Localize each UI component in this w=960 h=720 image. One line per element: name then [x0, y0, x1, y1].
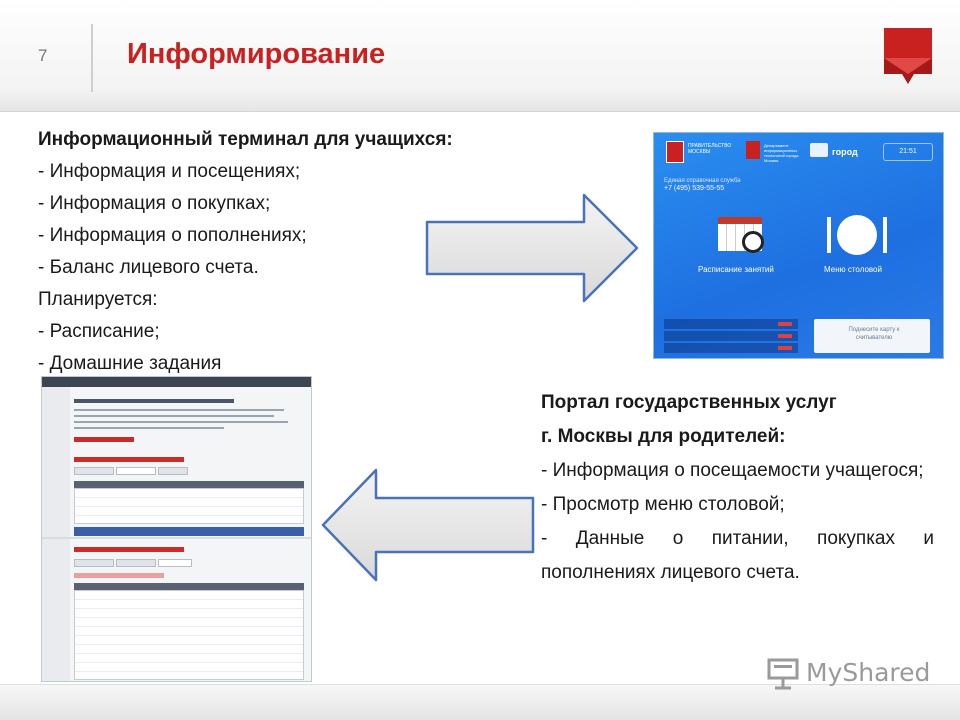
list-item: - Информация и посещениях;: [38, 161, 301, 182]
portal-table-header: [74, 583, 304, 590]
moscow-emblem-icon: [666, 141, 684, 163]
portal-page-title: [74, 399, 234, 403]
dept-logo-icon: [746, 141, 760, 159]
terminal-clock: 21:51: [883, 143, 933, 161]
list-item: - Информация о посещаемости учащегося;: [541, 460, 924, 481]
terminal-topbar: [662, 139, 935, 163]
menu-label[interactable]: Меню столовой: [824, 265, 882, 274]
watermark-text: MyShared: [806, 658, 931, 687]
portal-text-line: [74, 427, 224, 429]
portal-text-line: [74, 421, 288, 423]
portal-red-label: [74, 457, 184, 462]
card-prompt-panel: [814, 319, 930, 353]
terminal-screenshot: [653, 132, 944, 359]
planned-heading: Планируется:: [38, 289, 158, 310]
portal-date-filter[interactable]: [74, 573, 164, 578]
presentation-icon: [766, 658, 800, 690]
list-item: - Домашние задания: [38, 353, 222, 374]
card-prompt-text: Поднесите карту к считывателю: [848, 327, 900, 341]
portal-page-2: [42, 539, 312, 682]
moscow-logo-icon: [884, 28, 932, 84]
header-divider: [91, 24, 93, 92]
portal-description: [541, 386, 934, 590]
list-item: - Баланс лицевого счета.: [38, 257, 259, 278]
list-item: - Данные о питании, покупках и пополнениях лицевого счета.: [541, 528, 934, 583]
portal-tab[interactable]: [74, 467, 114, 475]
portal-tab[interactable]: [116, 559, 156, 567]
slide-header: [0, 0, 960, 112]
slide-footer: [0, 684, 960, 720]
portal-tab[interactable]: [74, 559, 114, 567]
right-arrow-icon: [424, 192, 640, 304]
phone-caption: Единая справочная служба: [664, 178, 741, 184]
terminal-phone-block: [664, 177, 741, 193]
portal-table: [74, 488, 304, 524]
portal-sidebar: [42, 387, 70, 537]
portal-text-line: [74, 409, 284, 411]
portal-action-bar[interactable]: [74, 527, 304, 536]
list-item: [664, 343, 798, 353]
portal-topbar: [42, 377, 311, 387]
portal-tab[interactable]: [158, 559, 192, 567]
portal-red-label: [74, 547, 184, 552]
schedule-label[interactable]: Расписание занятий: [698, 265, 774, 274]
slide-title: Информирование: [127, 38, 386, 70]
portal-text-line: [74, 415, 274, 417]
slide-number: 7: [38, 46, 48, 65]
portal-table: [74, 590, 304, 680]
phone-number: +7 (495) 539-55-55: [664, 185, 725, 192]
list-item: - Информация о пополнениях;: [38, 225, 307, 246]
list-item: [664, 331, 798, 341]
portal-red-label: [74, 437, 134, 442]
list-item: - Просмотр меню столовой;: [541, 494, 785, 515]
knife-icon: [883, 217, 887, 253]
left-arrow-icon: [320, 467, 536, 583]
terminal-heading: Информационный терминал для учащихся:: [38, 129, 453, 150]
terminal-dept-name: Департамент информационных технологий города Москвы: [764, 143, 799, 163]
terminal-org-name: ПРАВИТЕЛЬСТВО МОСКВЫ: [688, 143, 732, 155]
portal-page-1: [42, 387, 312, 537]
plate-icon[interactable]: [837, 215, 877, 255]
city-logo-icon: [810, 143, 828, 157]
clock-icon: [742, 231, 764, 253]
terminal-rating-list: [664, 319, 798, 353]
portal-heading-line-1: Портал государственных услуг: [541, 392, 837, 413]
list-item: - Расписание;: [38, 321, 160, 342]
portal-tab[interactable]: [158, 467, 188, 475]
list-item: - Информация о покупках;: [38, 193, 271, 214]
portal-sidebar: [42, 539, 70, 682]
portal-heading-line-2: г. Москвы для родителей:: [541, 426, 786, 447]
portal-tab[interactable]: [116, 467, 156, 475]
list-item: [664, 319, 798, 329]
portal-screenshot: [41, 376, 312, 682]
fork-icon: [827, 217, 831, 253]
terminal-city-brand: город: [832, 147, 858, 157]
portal-table-header: [74, 481, 304, 488]
